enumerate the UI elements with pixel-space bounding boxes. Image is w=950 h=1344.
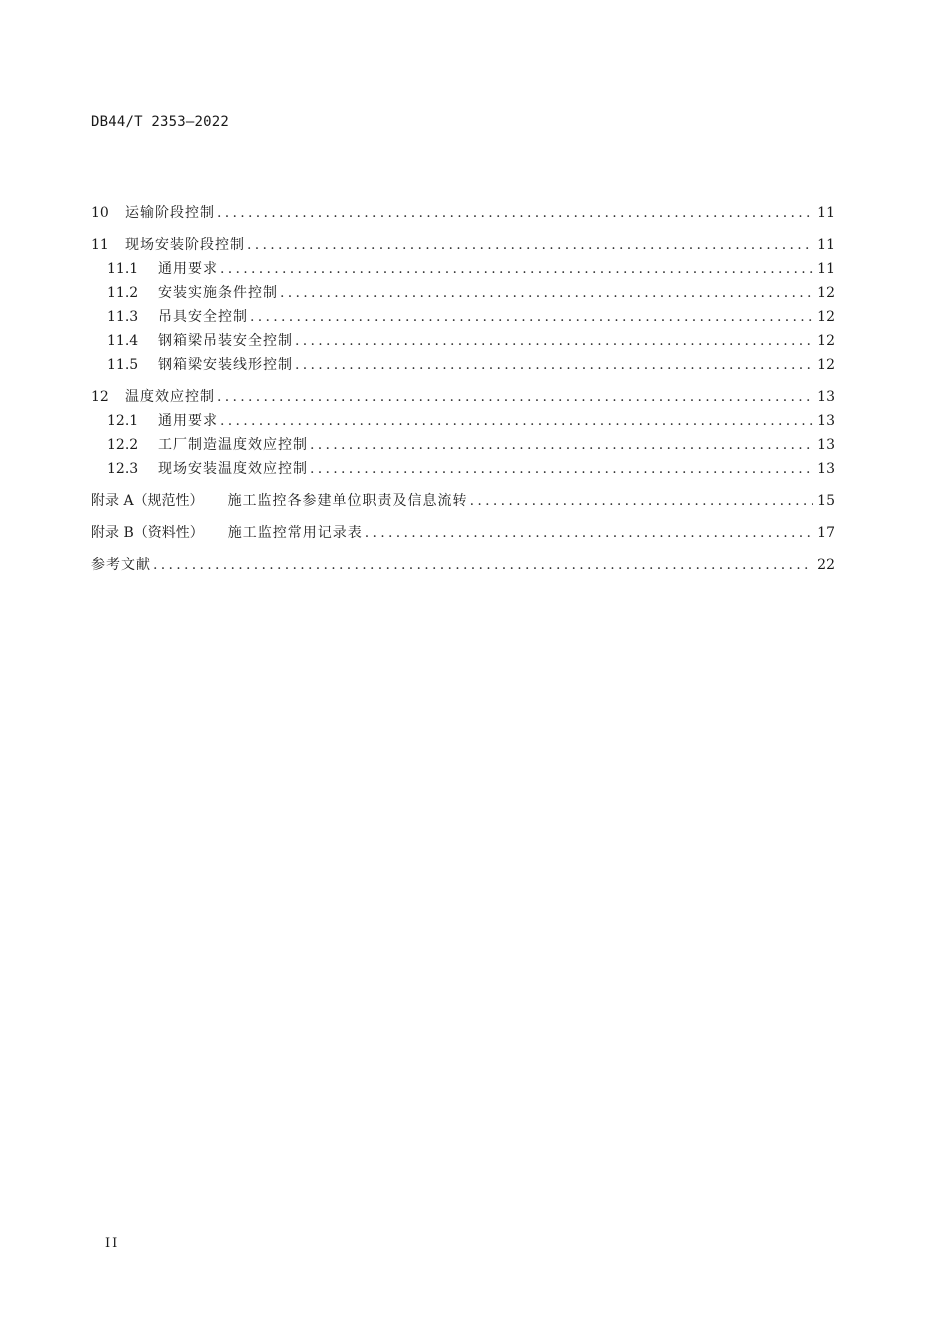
toc-entry-title: 钢箱梁吊装安全控制	[158, 333, 293, 349]
toc-entry-number: 11.1	[107, 261, 139, 277]
toc-entry-11-3[interactable]	[91, 305, 835, 329]
toc-entry-page: 12	[817, 285, 835, 301]
dot-leader	[250, 305, 813, 329]
appendix-type: （规范性）	[133, 493, 204, 509]
toc-entry-page: 13	[817, 389, 835, 405]
dot-leader	[153, 553, 813, 577]
toc-entry-title: 运输阶段控制	[125, 205, 215, 221]
dot-leader	[310, 433, 813, 457]
toc-entry-number: 12	[91, 389, 109, 405]
toc-entry-title: 通用要求	[158, 261, 218, 277]
toc-entry-number: 11.2	[107, 285, 139, 301]
appendix-title: 施工监控常用记录表	[227, 525, 363, 541]
dot-leader	[295, 329, 813, 353]
toc-entry-11-4[interactable]	[91, 329, 835, 353]
table-of-contents	[91, 201, 835, 577]
dot-leader	[295, 353, 813, 377]
dot-leader	[247, 233, 813, 257]
toc-entry-page: 13	[817, 413, 835, 429]
dot-leader	[217, 385, 813, 409]
toc-entry-title: 工厂制造温度效应控制	[158, 437, 308, 453]
toc-entry-number: 11.5	[107, 357, 139, 373]
toc-appendix-a[interactable]	[91, 489, 835, 513]
toc-entry-page: 11	[817, 237, 835, 253]
toc-entry-number: 11	[91, 237, 109, 253]
toc-entry-12-3[interactable]	[91, 457, 835, 481]
toc-references[interactable]	[91, 553, 835, 577]
appendix-prefix: 附录 B	[91, 525, 134, 541]
toc-entry-title: 通用要求	[158, 413, 218, 429]
toc-entry-number: 12.3	[107, 461, 139, 477]
dot-leader	[280, 281, 813, 305]
references-title: 参考文献	[91, 557, 151, 573]
toc-entry-number: 10	[91, 205, 109, 221]
toc-entry-12[interactable]	[91, 385, 835, 409]
toc-entry-title: 安装实施条件控制	[158, 285, 278, 301]
dot-leader	[365, 521, 813, 545]
toc-appendix-b[interactable]	[91, 521, 835, 545]
appendix-page: 17	[817, 525, 835, 541]
appendix-type: （资料性）	[133, 525, 204, 541]
toc-entry-title: 现场安装温度效应控制	[158, 461, 308, 477]
toc-entry-11-5[interactable]	[91, 353, 835, 377]
document-code: DB44/T 2353—2022	[91, 114, 230, 130]
toc-entry-11[interactable]	[91, 233, 835, 257]
toc-entry-11-1[interactable]	[91, 257, 835, 281]
dot-leader	[310, 457, 813, 481]
dot-leader	[217, 201, 813, 225]
toc-entry-number: 11.3	[107, 309, 139, 325]
toc-entry-12-2[interactable]	[91, 433, 835, 457]
toc-entry-12-1[interactable]	[91, 409, 835, 433]
toc-entry-page: 12	[817, 357, 835, 373]
toc-entry-10[interactable]	[91, 201, 835, 225]
toc-entry-page: 11	[817, 261, 835, 277]
toc-entry-number: 12.1	[107, 413, 139, 429]
toc-entry-page: 12	[817, 309, 835, 325]
dot-leader	[220, 409, 813, 433]
toc-entry-page: 13	[817, 437, 835, 453]
dot-leader	[220, 257, 813, 281]
toc-entry-title: 现场安装阶段控制	[125, 237, 245, 253]
toc-entry-number: 12.2	[107, 437, 139, 453]
toc-entry-page: 12	[817, 333, 835, 349]
toc-entry-page: 11	[817, 205, 835, 221]
toc-entry-title: 吊具安全控制	[158, 309, 248, 325]
dot-leader	[470, 489, 814, 513]
appendix-page: 15	[817, 493, 835, 509]
toc-entry-11-2[interactable]	[91, 281, 835, 305]
references-page: 22	[817, 557, 835, 573]
toc-entry-title: 温度效应控制	[125, 389, 215, 405]
page-number: II	[105, 1236, 120, 1251]
appendix-prefix: 附录 A	[91, 493, 134, 509]
appendix-title: 施工监控各参建单位职责及信息流转	[227, 493, 468, 509]
toc-entry-title: 钢箱梁安装线形控制	[158, 357, 293, 373]
toc-entry-number: 11.4	[107, 333, 139, 349]
toc-entry-page: 13	[817, 461, 835, 477]
